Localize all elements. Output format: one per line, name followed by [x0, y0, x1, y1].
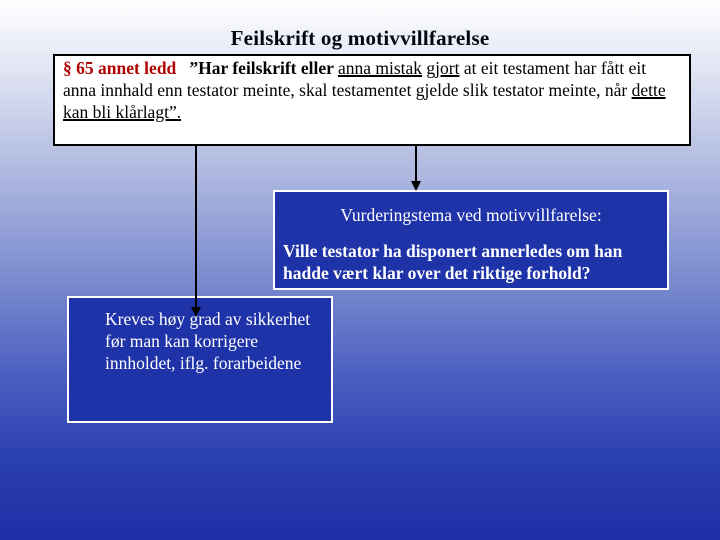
law-quote-middle: at eit testament har fått eit anna innhald enn testator meinte, skal testamentet gjelde slik testator meinte, når [63, 58, 647, 100]
assessment-heading: Vurderingstema ved motivvillfarelse: [340, 205, 602, 225]
assessment-box [273, 190, 669, 290]
assessment-question: Ville testator ha disponert annerledes om han hadde vært klar over det riktige forhold? [283, 241, 623, 283]
law-underlined-klarlagt: dette kan bli klårlagt”. [63, 80, 666, 122]
requirement-text: Kreves høy grad av sikkerhet før man kan korrigere innholdet, iflg. forarbeidene [105, 309, 311, 373]
law-text-box [53, 54, 691, 146]
law-reference: § 65 annet ledd [63, 58, 177, 78]
requirement-box [67, 296, 333, 423]
law-gap [176, 58, 189, 78]
law-underlined-gjort: gjort [426, 58, 460, 78]
law-quote-start: ”Har feilskrift eller [189, 58, 338, 78]
law-underlined-anna-mistak: anna mistak [337, 58, 423, 78]
slide-title: Feilskrift og motivvillfarelse [230, 26, 490, 50]
